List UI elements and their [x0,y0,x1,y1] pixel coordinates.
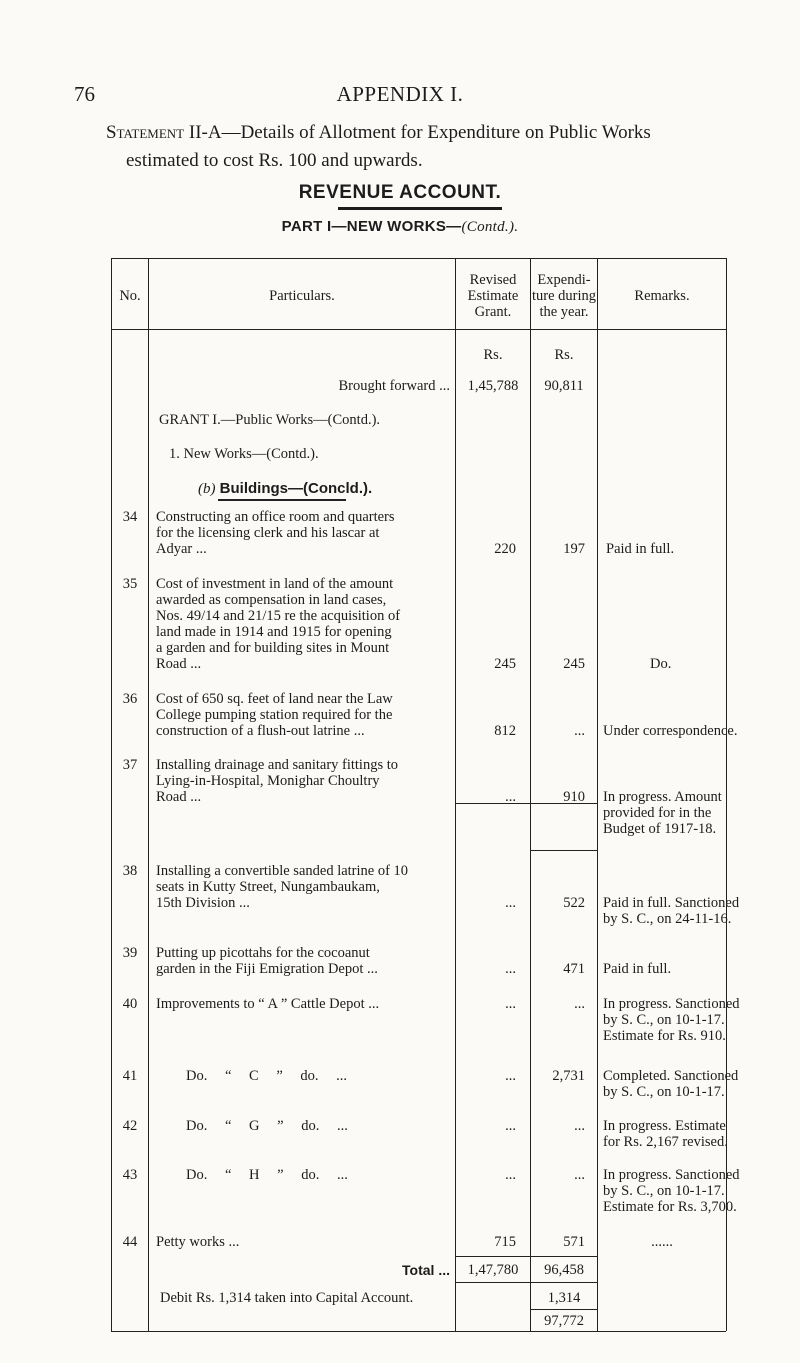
row-35-revised: 245 [494,656,516,672]
row-37-no: 37 [122,757,138,773]
row-37-remark-3: Budget of 1917-18. [603,821,717,837]
row-37-expenditure: 910 [563,789,585,805]
debit-label: Debit Rs. 1,314 taken into Capital Account. [160,1290,414,1306]
statement-title-rest: II-A—Details of Allotment for Expenditure on Public Works [188,122,651,143]
header-revised [456,272,530,320]
row-42-remarks [603,1118,728,1150]
row-44-no: 44 [122,1234,138,1250]
header-no: No. [119,288,141,304]
row-39-revised: ... [505,961,516,977]
row-42-revised: ... [505,1118,516,1134]
row-37-remarks [603,789,722,837]
col-rule-no [148,258,149,1331]
grant-heading: GRANT I.—Public Works—(Contd.). [159,412,381,428]
total-revised: 1,47,780 [467,1262,519,1278]
total-top-rule [456,1256,597,1257]
account-underline [338,207,502,210]
header-expenditure [531,272,597,320]
header-expenditure-line3: the year. [539,304,589,320]
row-34-revised: 220 [494,541,516,557]
buildings-heading [198,481,372,497]
row-44-particulars: Petty works ... [156,1234,240,1250]
part-heading-main: PART I—NEW WORKS— [281,218,462,235]
row-44-revised: 715 [494,1234,516,1250]
buildings-underline [218,499,346,501]
net-expenditure: 97,772 [544,1313,584,1329]
row-36-remarks: Under correspondence. [603,723,738,739]
row-35-line-1: Cost of investment in land of the amount [156,576,394,592]
row-35-line-4: land made in 1914 and 1915 for opening [156,624,392,640]
row-42-remark-1: In progress. Estimate [603,1118,726,1134]
row-40-remark-1: In progress. Sanctioned [603,996,740,1012]
row-38-remark-2: by S. C., on 24-11-16. [603,911,732,927]
row-34-line-1: Constructing an office room and quarters [156,509,395,525]
header-revised-line1: Revised [469,272,517,288]
row-43-remarks [603,1167,740,1215]
brought-forward-label: Brought forward ... [338,378,450,394]
statement-title-lead: Statement [106,122,185,143]
row-38-remarks [603,895,739,927]
row-34-line-2: for the licensing clerk and his lascar at [156,525,380,541]
row-37-line-2: Lying-in-Hospital, Monighar Choultry [156,773,380,789]
row-42-no: 42 [122,1118,138,1134]
row-35-line-3: Nos. 49/14 and 21/15 re the acquisition of [156,608,401,624]
row-37-line-1: Installing drainage and sanitary fittings to [156,757,399,773]
row-34-line-3: Adyar ... [156,541,207,557]
row-40-remarks [603,996,740,1044]
row-42-remark-2: for Rs. 2,167 revised. [603,1134,728,1150]
row-43-remark-2: by S. C., on 10-1-17. [603,1183,725,1199]
row-43-revised: ... [505,1167,516,1183]
row-39-line-2: garden in the Fiji Emigration Depot ... [156,961,378,977]
row-40-revised: ... [505,996,516,1012]
row-43-remark-3: Estimate for Rs. 3,700. [603,1199,737,1215]
row-37-revised: ... [505,789,516,805]
row-40-remark-2: by S. C., on 10-1-17. [603,1012,725,1028]
buildings-prefix: (b) [198,481,216,497]
row-41-remark-1: Completed. Sanctioned [603,1068,739,1084]
buildings-heading-text: Buildings—(Concld.). [219,480,373,497]
row-34-remarks: Paid in full. [606,541,675,557]
debit-expenditure: 1,314 [547,1290,581,1306]
row-37-particulars [156,757,398,805]
statement-title [106,122,651,144]
row-36-no: 36 [122,691,138,707]
row-43-no: 43 [122,1167,138,1183]
row-40-remark-3: Estimate for Rs. 910. [603,1028,726,1044]
row-38-particulars [156,863,408,911]
row-42-particulars: Do. “ G ” do. ... [186,1118,348,1134]
table-top-rule [111,258,726,259]
row-40-no: 40 [122,996,138,1012]
row-38-expenditure: 522 [563,895,585,911]
row-39-expenditure: 471 [563,961,585,977]
brought-forward-revised: 1,45,788 [467,378,519,394]
row-34-no: 34 [122,509,138,525]
header-particulars: Particulars. [269,288,335,304]
row-34-expenditure: 197 [563,541,585,557]
row-38-line-3: 15th Division ... [156,895,250,911]
row-39-particulars [156,945,378,977]
header-bottom-rule [111,329,726,330]
part-heading [0,218,800,236]
row-38-line-1: Installing a convertible sanded latrine of 10 [156,863,409,879]
row-41-revised: ... [505,1068,516,1084]
row-41-expenditure: 2,731 [552,1068,585,1084]
row-39-no: 39 [122,945,138,961]
row-42-expenditure: ... [574,1118,585,1134]
row-37-remark-2: provided for in the [603,805,712,821]
row-36-line-2: College pumping station required for the [156,707,393,723]
row-40-expenditure: ... [574,996,585,1012]
row-37-line-3: Road ... [156,789,202,805]
row-36-line-3: construction of a flush-out latrine ... [156,723,365,739]
account-heading: REVENUE ACCOUNT. [298,182,502,203]
row-36-particulars [156,691,393,739]
header-expenditure-line2: ture during [531,288,597,304]
row-35-particulars [156,576,400,672]
unit-expenditure: Rs. [554,347,574,363]
row-34-particulars [156,509,395,557]
col-rule-expenditure [597,258,598,1331]
row-38-line-2: seats in Kutty Street, Nungambaukam, [156,879,380,895]
row-36-expenditure: ... [574,723,585,739]
total-expenditure: 96,458 [544,1262,584,1278]
row-41-no: 41 [122,1068,138,1084]
header-remarks: Remarks. [634,288,690,304]
row-43-expenditure: ... [574,1167,585,1183]
row-40-particulars: Improvements to “ A ” Cattle Depot ... [156,996,380,1012]
row-43-particulars: Do. “ H ” do. ... [186,1167,348,1183]
net-rule [530,850,597,851]
row-36-line-1: Cost of 650 sq. feet of land near the Law [156,691,393,707]
row-39-line-1: Putting up picottahs for the cocoanut [156,945,370,961]
row-35-line-2: awarded as compensation in land cases, [156,592,387,608]
page-number: 76 [74,82,95,106]
row-35-expenditure: 245 [563,656,585,672]
row-44-expenditure: 571 [563,1234,585,1250]
part-heading-contd: (Contd.). [461,219,519,235]
brought-forward-expenditure: 90,811 [544,378,584,394]
row-35-no: 35 [122,576,138,592]
table-bottom-rule [111,1331,726,1332]
row-35-remarks: Do. [650,656,672,672]
total-label: Total ... [402,1262,450,1278]
row-37-remark-1: In progress. Amount [603,789,722,805]
row-38-no: 38 [122,863,138,879]
header-expenditure-line1: Expendi- [537,272,591,288]
row-39-remarks: Paid in full. [603,961,672,977]
row-41-remark-2: by S. C., on 10-1-17. [603,1084,725,1100]
header-revised-line2: Estimate [467,288,519,304]
row-35-line-5: a garden and for building sites in Mount [156,640,390,656]
statement-subtitle: estimated to cost Rs. 100 and upwards. [126,150,423,171]
debit-rule [531,1309,597,1310]
new-works-heading: 1. New Works—(Contd.). [169,446,319,462]
row-41-particulars: Do. “ C ” do. ... [186,1068,348,1084]
row-44-remarks: ...... [651,1234,673,1250]
row-43-remark-1: In progress. Sanctioned [603,1167,740,1183]
total-bottom-rule [456,1282,597,1283]
header-revised-line3: Grant. [474,304,512,320]
running-header: APPENDIX I. [336,82,464,106]
unit-revised: Rs. [483,347,503,363]
row-38-revised: ... [505,895,516,911]
row-35-line-6: Road ... [156,656,202,672]
row-36-revised: 812 [494,723,516,739]
row-41-remarks [603,1068,738,1100]
row-38-remark-1: Paid in full. Sanctioned [603,895,740,911]
